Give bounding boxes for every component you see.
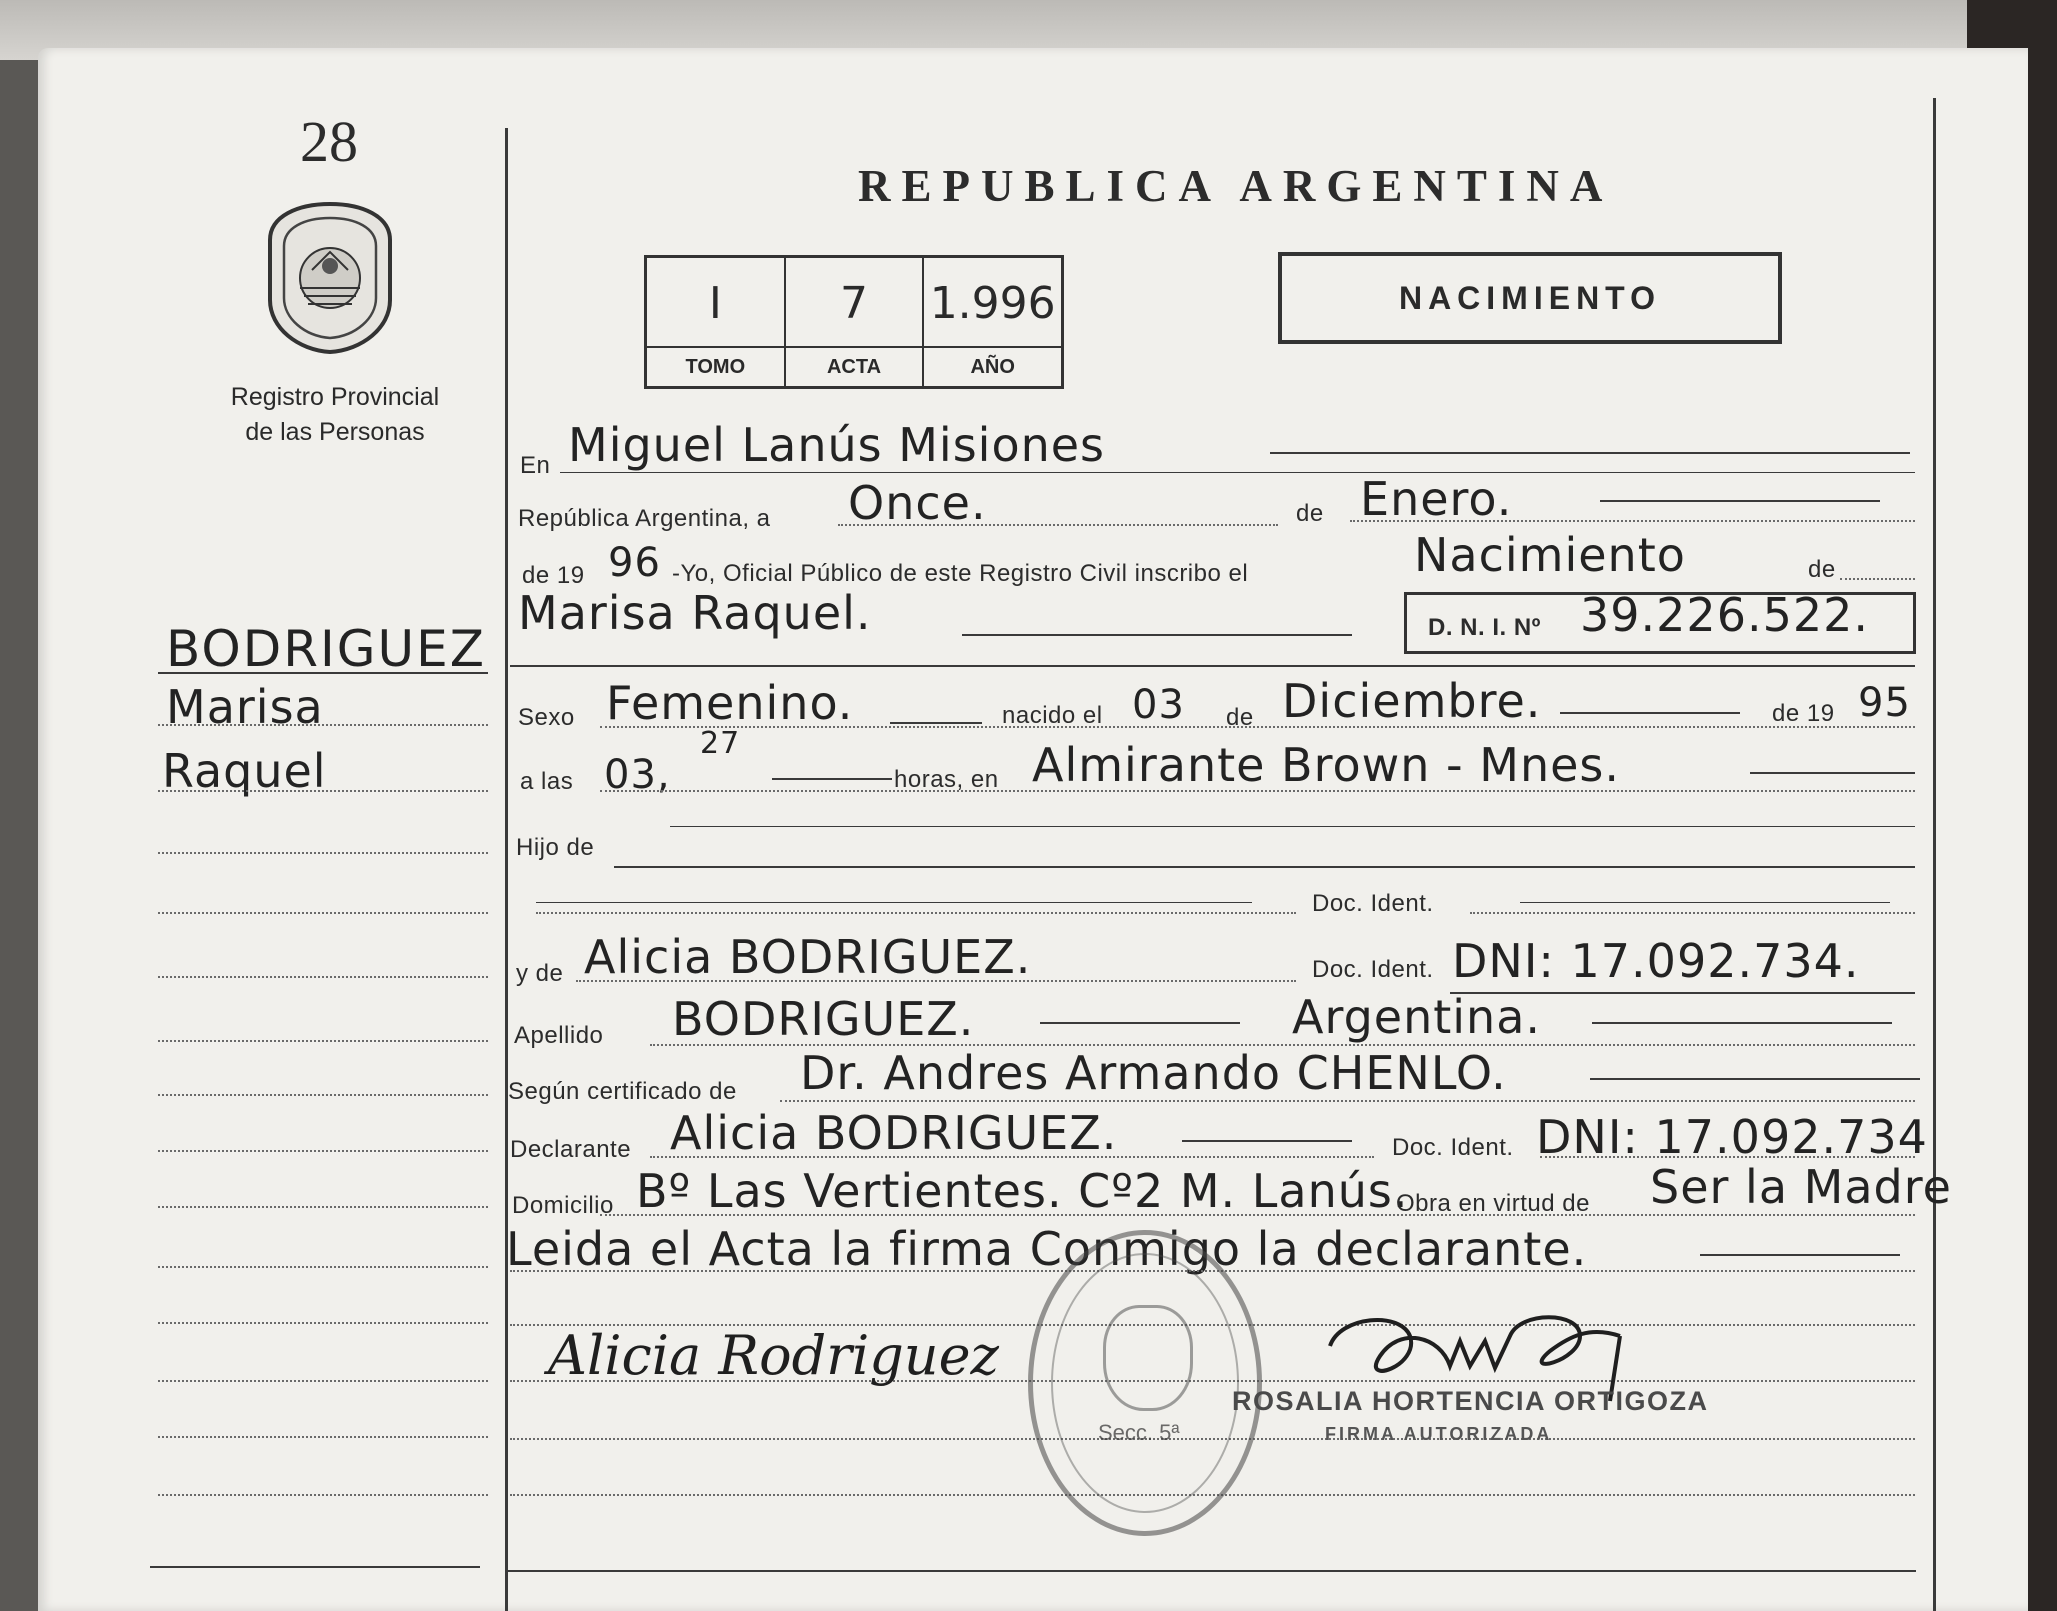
line — [772, 778, 892, 780]
ano-label: AÑO — [924, 346, 1061, 386]
province-emblem-icon — [262, 200, 398, 355]
line — [670, 826, 1915, 827]
registry-line-2: de las Personas — [245, 418, 425, 446]
line — [1700, 1254, 1900, 1256]
line — [508, 1570, 1916, 1572]
en-label: En — [520, 452, 551, 479]
declarante-label: Declarante — [510, 1136, 632, 1163]
line — [1182, 1140, 1352, 1142]
line — [510, 665, 1915, 667]
margin-bottom-rule — [150, 1566, 480, 1568]
line — [890, 722, 982, 724]
year-value: 96 — [608, 540, 661, 586]
line — [560, 472, 1915, 473]
act-type-box: NACIMIENTO — [1278, 252, 1782, 344]
registry-seal-stamp — [1028, 1230, 1262, 1536]
line — [1520, 902, 1890, 903]
declarante-value: Alicia BODRIGUEZ. — [670, 1106, 1118, 1160]
ano-cell — [924, 258, 1061, 386]
line — [1040, 1022, 1240, 1024]
margin-ruled-line — [158, 790, 488, 792]
line — [838, 524, 1278, 526]
dni-label: D. N. I. Nº — [1428, 614, 1541, 641]
birth-year: 95 — [1858, 680, 1911, 726]
page-number: 28 — [300, 109, 358, 174]
margin-surname-underline — [158, 672, 488, 674]
doc-ident-label-3: Doc. Ident. — [1392, 1134, 1514, 1161]
margin-ruled-line — [158, 1322, 488, 1324]
line — [1470, 912, 1915, 914]
margin-ruled-line — [158, 1436, 488, 1438]
mother-value: Alicia BODRIGUEZ. — [584, 930, 1032, 984]
doc-ident-label: Doc. Ident. — [1312, 890, 1434, 917]
mother-doc: DNI: 17.092.734. — [1452, 934, 1860, 988]
sexo-label: Sexo — [518, 704, 575, 731]
margin-ruled-line — [158, 1094, 488, 1096]
act-value: Nacimiento — [1414, 528, 1686, 582]
page-right-border — [1933, 98, 1936, 1611]
line — [576, 980, 1296, 982]
acta-label: ACTA — [786, 346, 923, 386]
place-value: Almirante Brown - Mnes. — [1032, 738, 1621, 792]
republica-label: República Argentina, a — [518, 505, 771, 532]
domicilio-label: Domicilio — [512, 1192, 614, 1219]
obra-value: Ser la Madre — [1650, 1160, 1952, 1214]
ano-value: 1.996 — [929, 278, 1056, 329]
de-label-2: de — [1808, 556, 1836, 583]
margin-ruled-line — [158, 1380, 488, 1382]
margin-ruled-line — [158, 1266, 488, 1268]
declarante-doc: DNI: 17.092.734 — [1536, 1110, 1928, 1164]
day-value: Once. — [848, 476, 987, 530]
doc-ident-label-2: Doc. Ident. — [1312, 956, 1434, 983]
margin-ruled-line — [158, 852, 488, 854]
registry-name — [200, 380, 470, 450]
apellido-value: BODRIGUEZ. — [672, 992, 975, 1046]
line — [1840, 578, 1915, 580]
nationality-value: Argentina. — [1292, 990, 1542, 1044]
hour-value: 03, — [604, 752, 671, 798]
tomo-cell — [647, 258, 786, 386]
en-value: Miguel Lanús Misiones — [568, 418, 1106, 472]
line — [1600, 500, 1880, 502]
line — [614, 866, 1915, 868]
apellido-label: Apellido — [514, 1022, 604, 1049]
margin-ruled-line — [158, 912, 488, 914]
de-small-label: de — [1226, 704, 1254, 731]
tomo-value: I — [708, 278, 722, 329]
declarant-signature: Alicia Rodriguez — [548, 1324, 999, 1387]
tomo-label: TOMO — [647, 346, 784, 386]
margin-ruled-line — [158, 724, 488, 726]
birth-month: Diciembre. — [1282, 674, 1542, 728]
domicilio-value: Bº Las Vertientes. Cº2 M. Lanús. — [636, 1164, 1409, 1218]
registry-line-1: Registro Provincial — [230, 383, 440, 411]
margin-second-name: Raquel — [162, 744, 327, 798]
margin-ruled-line — [158, 1494, 488, 1496]
nacido-label: nacido el — [1002, 702, 1103, 729]
line — [780, 1100, 1915, 1102]
line — [1560, 712, 1740, 714]
acta-value: 7 — [840, 278, 868, 329]
obra-label: Obra en virtud de — [1396, 1190, 1590, 1217]
month-value: Enero. — [1360, 472, 1513, 526]
closing-value: Leida el Acta la firma Conmigo la declarante. — [506, 1222, 1588, 1276]
line — [1540, 1156, 1915, 1158]
oficial-label: -Yo, Oficial Público de este Registro Civil inscribo el — [672, 560, 1249, 587]
official-role: FIRMA AUTORIZADA — [1325, 1424, 1553, 1444]
official-name: ROSALIA HORTENCIA ORTIGOZA — [1232, 1386, 1709, 1416]
line — [1350, 520, 1915, 522]
margin-ruled-line — [158, 976, 488, 978]
line — [1750, 772, 1915, 774]
line — [600, 726, 1915, 728]
alas-label: a las — [520, 768, 574, 795]
margin-surname: BODRIGUEZ — [166, 620, 486, 678]
line — [600, 1214, 1915, 1216]
line — [536, 912, 1296, 914]
line — [1270, 452, 1910, 454]
minute-value: 27 — [700, 726, 741, 761]
margin-first-name: Marisa — [166, 680, 324, 734]
line — [650, 1156, 1374, 1158]
certificate-value: Dr. Andres Armando CHENLO. — [800, 1046, 1507, 1100]
stamp-emblem-icon — [1103, 1305, 1193, 1411]
margin-ruled-line — [158, 1206, 488, 1208]
sexo-value: Femenino. — [606, 676, 854, 730]
acta-cell — [786, 258, 925, 386]
de1919-label: de 19 — [1772, 700, 1835, 727]
dni-value: 39.226.522. — [1580, 588, 1869, 642]
segun-label: Según certificado de — [508, 1078, 737, 1105]
line — [600, 790, 1915, 792]
name-value: Marisa Raquel. — [518, 586, 872, 640]
margin-ruled-line — [158, 1040, 488, 1042]
de19-label: de 19 — [522, 562, 585, 589]
line — [962, 634, 1352, 636]
line — [1590, 1078, 1920, 1080]
de-label: de — [1296, 500, 1324, 527]
record-number-box — [644, 255, 1064, 389]
margin-ruled-line — [158, 1150, 488, 1152]
line — [536, 902, 1252, 903]
horas-label: horas, en — [894, 766, 999, 793]
column-divider — [505, 128, 508, 1611]
line — [1592, 1022, 1892, 1024]
country-title: REPUBLICA ARGENTINA — [858, 161, 1614, 211]
stamp-section: Secc. 5ª — [1098, 1420, 1180, 1445]
yde-label: y de — [516, 960, 564, 987]
birth-day: 03 — [1132, 682, 1185, 728]
hijo-label: Hijo de — [516, 834, 595, 861]
